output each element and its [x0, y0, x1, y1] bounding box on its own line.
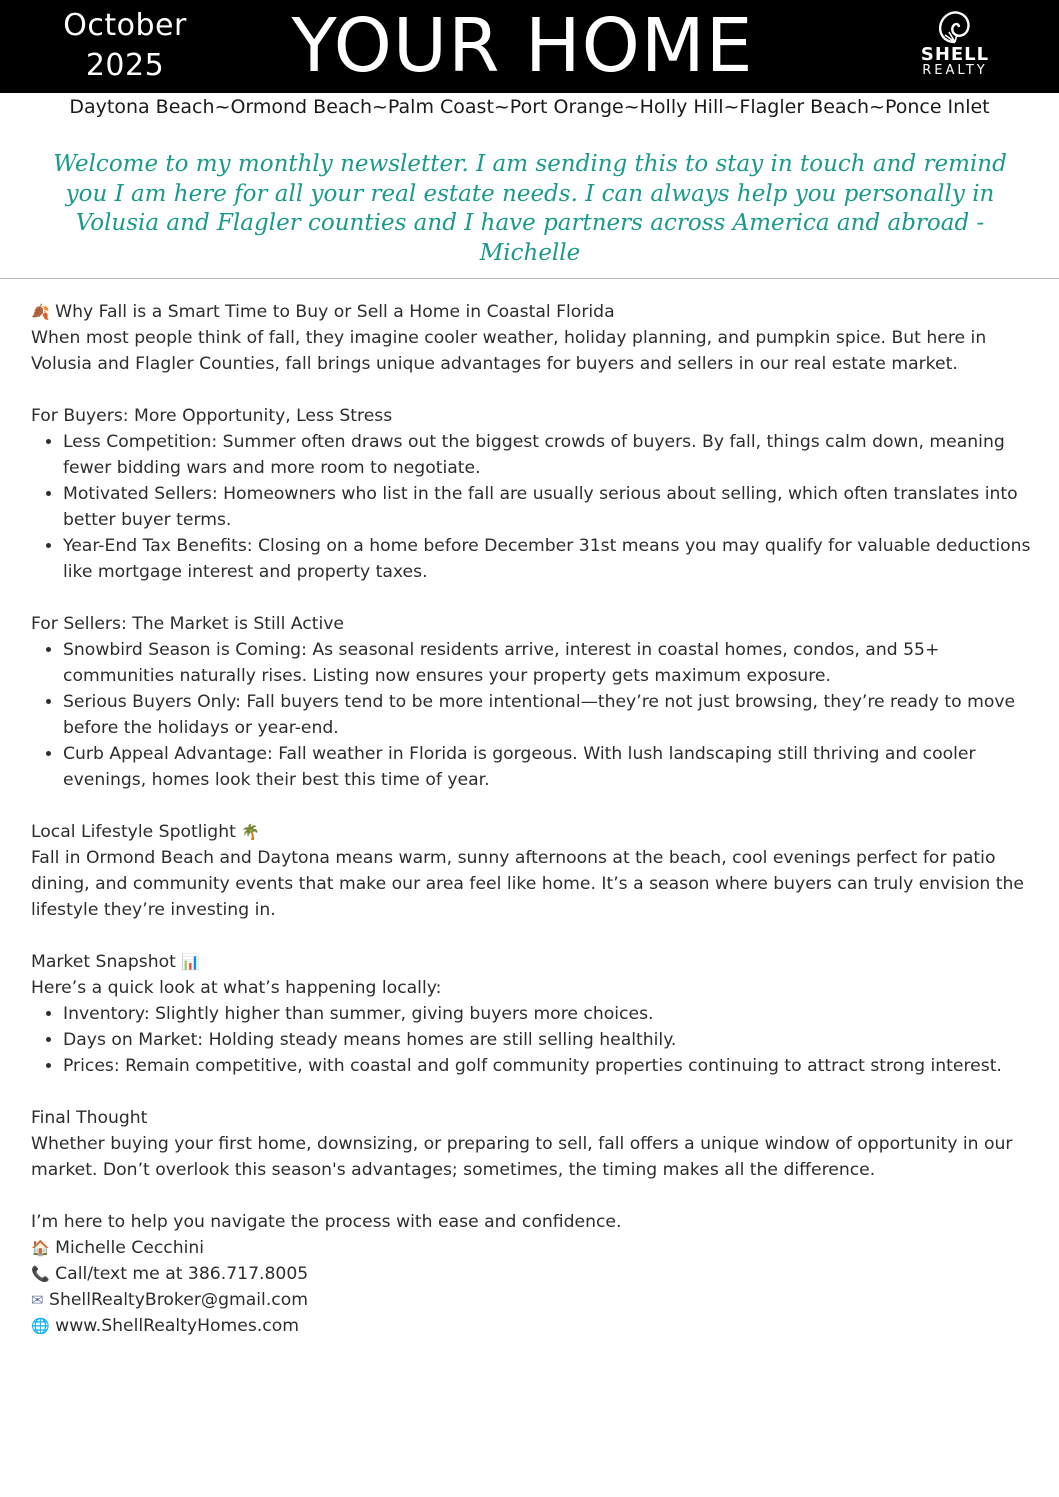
header-bar [0, 0, 1059, 93]
list-item: • Year-End Tax Benefits: Closing on a home before December 31st means you may qualify for valuable deductions like mortgage interest and property taxes. [63, 533, 1031, 585]
final-text: Whether buying your first home, downsizing, or preparing to sell, fall offers a unique window of opportunity in our market. Don’t overlook this season's advantages; sometimes, the timing makes all the difference. [31, 1134, 1013, 1180]
sellers-heading: For Sellers: The Market is Still Active [31, 614, 344, 634]
snapshot-list [31, 1001, 1031, 1079]
fall-leaves-icon: 🍂 [31, 303, 50, 321]
shell-icon [935, 8, 975, 44]
lifestyle-text: Fall in Ormond Beach and Daytona means warm, sunny afternoons at the beach, cool evenings perfect for patio dining, and community events that make our area feel like home. It’s a season where buyers can truly envision the lifestyle they’re investing in. [31, 848, 1024, 920]
welcome-message: Welcome to my monthly newsletter. I am sending this to stay in touch and remind you I am here for all your real estate needs. I can always help you personally in Volusia and Flagler counties and I have partners across America and abroad - Michelle [53, 151, 1007, 266]
list-item: • Inventory: Slightly higher than summer, giving buyers more choices. [63, 1001, 1031, 1027]
list-item: • Days on Market: Holding steady means homes are still selling healthily. [63, 1027, 1031, 1053]
palm-tree-icon: 🌴 [241, 823, 260, 841]
issue-date [40, 6, 210, 86]
list-item: • Snowbird Season is Coming: As seasonal residents arrive, interest in coastal homes, condos, and 55+ communities naturally rises. Listing now ensures your property gets maximum exposure. [63, 637, 1031, 689]
bar-chart-icon: 📊 [181, 953, 201, 971]
intro-heading: 🍂 Why Fall is a Smart Time to Buy or Sell a Home in Coastal Florida [31, 302, 615, 322]
intro-text: When most people think of fall, they imagine cooler weather, holiday planning, and pumpkin spice. But here in Volusia and Flagler Counties, fall brings unique advantages for buyers and sellers in our real estate market. [31, 328, 987, 374]
shell-realty-logo [905, 8, 1005, 86]
lifestyle-heading: Local Lifestyle Spotlight 🌴 [31, 822, 260, 842]
issue-month: October [63, 8, 187, 43]
newsletter-body [31, 299, 1031, 1339]
logo-word-realty: REALTY [922, 63, 988, 78]
newsletter-title: YOUR HOME [291, 3, 754, 89]
house-icon: 🏠 [31, 1239, 50, 1257]
globe-icon: 🌐 [31, 1317, 50, 1335]
phone-icon: 📞 [31, 1265, 50, 1283]
contact-name: 🏠 Michelle Cecchini [31, 1238, 205, 1258]
list-item: • Serious Buyers Only: Fall buyers tend to be more intentional—they’re not just browsing, they’re ready to move before the holidays or year-end. [63, 689, 1031, 741]
list-item: • Less Competition: Summer often draws out the biggest crowds of buyers. By fall, things calm down, meaning fewer bidding wars and more room to negotiate. [63, 429, 1031, 481]
list-item: • Prices: Remain competitive, with coastal and golf community properties continuing to attract strong interest. [63, 1053, 1031, 1079]
service-areas: Daytona Beach~Ormond Beach~Palm Coast~Port Orange~Holly Hill~Flagler Beach~Ponce Inlet [69, 96, 990, 118]
issue-year: 2025 [85, 48, 165, 83]
snapshot-heading: Market Snapshot 📊 [31, 952, 201, 972]
contact-intro: I’m here to help you navigate the process with ease and confidence. [31, 1212, 622, 1232]
sellers-list [31, 637, 1031, 793]
section-divider [0, 278, 1059, 279]
contact-email[interactable]: ✉ ShellRealtyBroker@gmail.com [31, 1290, 309, 1310]
buyers-list [31, 429, 1031, 585]
envelope-icon: ✉ [31, 1291, 44, 1309]
snapshot-intro: Here’s a quick look at what’s happening locally: [31, 978, 442, 998]
list-item: • Motivated Sellers: Homeowners who list in the fall are usually serious about selling, which often translates into better buyer terms. [63, 481, 1031, 533]
logo-word-shell: SHELL [920, 44, 990, 65]
contact-website[interactable]: 🌐 www.ShellRealtyHomes.com [31, 1316, 299, 1336]
contact-phone[interactable]: 📞 Call/text me at 386.717.8005 [31, 1264, 309, 1284]
list-item: • Curb Appeal Advantage: Fall weather in Florida is gorgeous. With lush landscaping still thriving and cooler evenings, homes look their best this time of year. [63, 741, 1031, 793]
final-heading: Final Thought [31, 1108, 148, 1128]
buyers-heading: For Buyers: More Opportunity, Less Stress [31, 406, 393, 426]
